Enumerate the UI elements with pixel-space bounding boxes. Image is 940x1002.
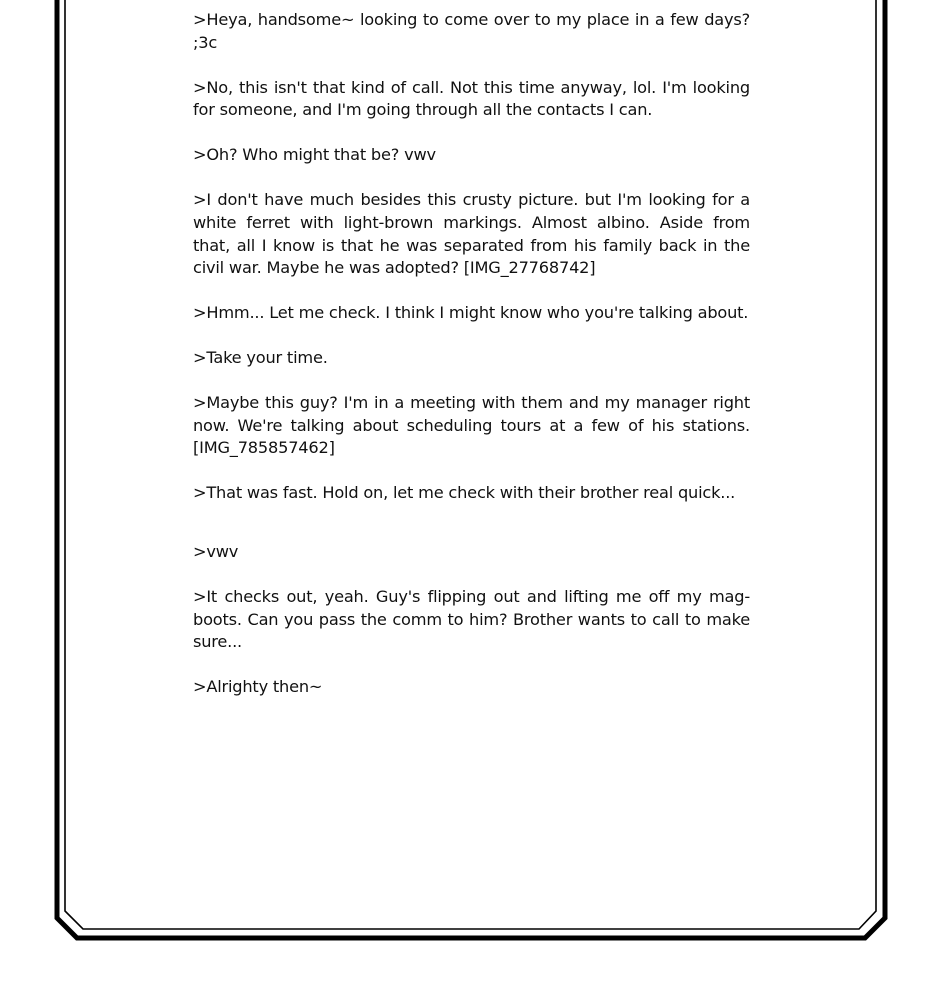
- message-5: >Hmm... Let me check. I think I might know who you're talking about.: [193, 303, 749, 323]
- message-1: >Heya, handsome~ looking to come over to my place in a few days? ;3c: [193, 10, 750, 52]
- message-9: >vwv: [193, 541, 239, 561]
- message-11: >Alrighty then~: [193, 677, 323, 697]
- message-log: [193, 9, 750, 699]
- message-2: >No, this isn't that kind of call. Not this time anyway, lol. I'm looking for someone, and I'm going through all the contacts I can.: [193, 77, 750, 120]
- message-8: >That was fast. Hold on, let me check with their brother real quick...: [193, 483, 736, 503]
- message-6: >Take your time.: [193, 347, 328, 367]
- message-4: >I don't have much besides this crusty picture. but I'm looking for a white ferret with light-brown markings. Almost albino. Aside from that, all I know is that he was separated from his family back in the civil war. Maybe he was adopted? [IMG_27768742]: [193, 189, 750, 278]
- message-7: >Maybe this guy? I'm in a meeting with them and my manager right now. We're talking about scheduling tours at a few of his stations. [IMG_785857462]: [193, 392, 750, 458]
- message-10: >It checks out, yeah. Guy's flipping out and lifting me off my mag-boots. Can you pass the comm to him? Brother wants to call to make sure...: [193, 586, 750, 652]
- message-3: >Oh? Who might that be? vwv: [193, 145, 436, 165]
